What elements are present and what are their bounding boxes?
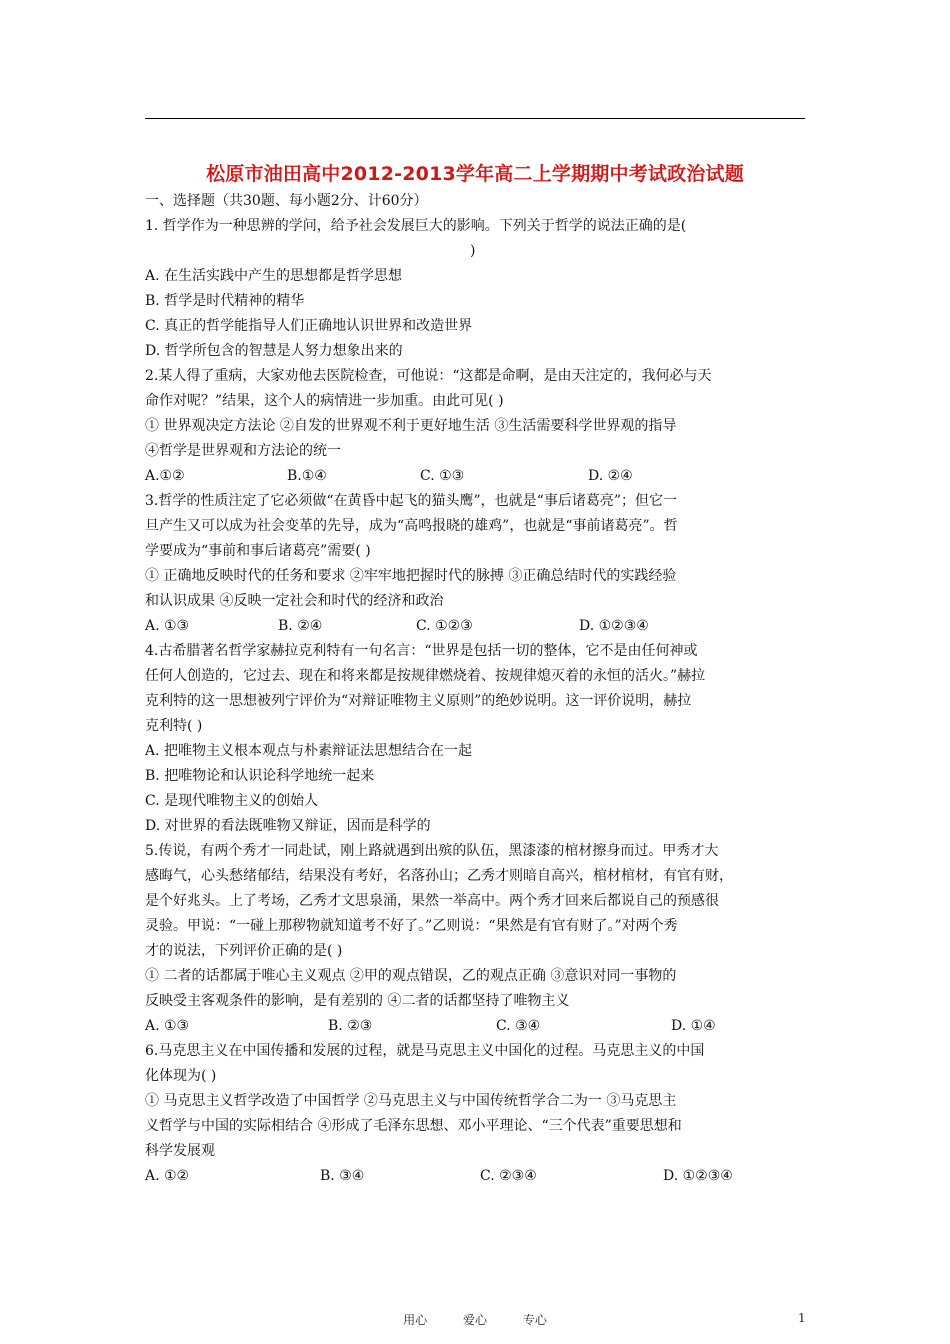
question-5-stem-cont: 感晦气，心头愁绪郁结，结果没有考好，名落孙山；乙秀才则暗自高兴，棺材棺材，有官有财， — [145, 868, 733, 884]
question-5-option-b: B. ②③ — [328, 1018, 373, 1034]
question-5-stem: 5.传说，有两个秀才一同赴试，刚上路就遇到出殡的队伍，黑漆漆的棺材擦身而过。甲秀才大 — [145, 843, 719, 859]
question-5-items: ① 二者的话都属于唯心主义观点 ②甲的观点错误，乙的观点正确 ③意识对同一事物的 — [145, 968, 677, 984]
question-2-stem-cont: 命作对呢？”结果，这个人的病情进一步加重。由此可见( ) — [145, 393, 504, 409]
question-1-option-c: C. 真正的哲学能指导人们正确地认识世界和改造世界 — [145, 318, 473, 334]
question-4-option-b: B. 把唯物论和认识论科学地统一起来 — [145, 768, 375, 784]
question-2-option-d: D. ②④ — [588, 468, 633, 484]
question-2-option-c: C. ①③ — [420, 468, 465, 484]
question-5-stem-cont-3: 灵验。甲说：“一碰上那秽物就知道考不好了。”乙则说：“果然是有官有财了。”对两个秀 — [145, 918, 678, 934]
question-2-items: ① 世界观决定方法论 ②自发的世界观不利于更好地生活 ③生活需要科学世界观的指导 — [145, 418, 677, 434]
question-3-option-c: C. ①②③ — [416, 618, 473, 634]
question-6-option-b: B. ③④ — [320, 1168, 365, 1184]
question-6-option-a: A. ①② — [145, 1168, 190, 1184]
question-5-stem-cont-2: 是个好兆头。上了考场，乙秀才文思泉涌，果然一举高中。两个秀才回来后都说自己的预感很 — [145, 893, 719, 909]
question-4-option-a: A. 把唯物主义根本观点与朴素辩证法思想结合在一起 — [145, 743, 473, 759]
question-3-stem-end: 学要成为“事前和事后诸葛亮”需要( ) — [145, 543, 371, 559]
question-2-options — [145, 464, 807, 489]
question-2-stem: 2.某人得了重病，大家劝他去医院检查，可他说：“这都是命啊，是由天注定的，我何必与天 — [145, 368, 712, 384]
question-4-stem-cont: 任何人创造的，它过去、现在和将来都是按规律燃烧着、按规律熄灭着的永恒的活火。”赫拉 — [145, 668, 706, 684]
question-4-option-d: D. 对世界的看法既唯物又辩证，因而是科学的 — [145, 818, 431, 834]
question-4-stem-cont-2: 克利特的这一思想被列宁评价为“对辩证唯物主义原则”的绝妙说明。这一评价说明，赫拉 — [145, 693, 692, 709]
question-5-options — [145, 1014, 807, 1039]
page-number: 1 — [798, 1311, 806, 1325]
question-6-items-end: 科学发展观 — [145, 1143, 215, 1159]
question-3-items-cont: 和认识成果 ④反映一定社会和时代的经济和政治 — [145, 593, 444, 609]
footer-word-2: 爱心 — [462, 1313, 487, 1327]
question-1-option-b: B. 哲学是时代精神的精华 — [145, 293, 305, 309]
question-5-items-cont: 反映受主客观条件的影响，是有差别的 ④二者的话都坚持了唯物主义 — [145, 993, 570, 1009]
page-title: 松原市油田高中2012-2013学年高二上学期期中考试政治试题 — [206, 163, 744, 185]
question-4-option-c: C. 是现代唯物主义的创始人 — [145, 793, 319, 809]
question-3-items: ① 正确地反映时代的任务和要求 ②牢牢地把握时代的脉搏 ③正确总结时代的实践经验 — [145, 568, 677, 584]
footer-word-3: 专心 — [522, 1313, 547, 1327]
footer-motto — [0, 1311, 950, 1328]
question-3-option-a: A. ①③ — [145, 618, 190, 634]
question-5-option-d: D. ①④ — [671, 1018, 716, 1034]
question-4-stem-end: 克利特( ) — [145, 718, 203, 734]
section-heading: 一、选择题（共30题、每小题2分、计60分） — [145, 193, 428, 209]
question-6-items-cont: 义哲学与中国的实际相结合 ④形成了毛泽东思想、邓小平理论、“三个代表”重要思想和 — [145, 1118, 682, 1134]
question-1-option-a: A. 在生活实践中产生的思想都是哲学思想 — [145, 268, 403, 284]
question-2-option-b: B.①④ — [287, 468, 327, 484]
question-6-stem: 6.马克思主义在中国传播和发展的过程，就是马克思主义中国化的过程。马克思主义的中国 — [145, 1043, 705, 1059]
question-3-option-d: D. ①②③④ — [579, 618, 649, 634]
question-6-option-c: C. ②③④ — [480, 1168, 537, 1184]
question-5-stem-end: 才的说法，下列评价正确的是( ) — [145, 943, 343, 959]
question-1-stem-end: ) — [470, 243, 476, 259]
question-5-option-c: C. ③④ — [496, 1018, 541, 1034]
footer-word-1: 用心 — [403, 1313, 428, 1327]
question-1-option-d: D. 哲学所包含的智慧是人努力想象出来的 — [145, 343, 403, 359]
question-2-items-cont: ④哲学是世界观和方法论的统一 — [145, 443, 341, 459]
header-rule — [145, 118, 805, 119]
question-3-stem-cont: 旦产生又可以成为社会变革的先导，成为“高鸣报晓的雄鸡”，也就是“事前诸葛亮”。哲 — [145, 518, 678, 534]
question-6-options — [145, 1164, 807, 1189]
question-6-items: ① 马克思主义哲学改造了中国哲学 ②马克思主义与中国传统哲学合二为一 ③马克思主 — [145, 1093, 677, 1109]
question-2-option-a: A.①② — [145, 468, 185, 484]
question-4-stem: 4.古希腊著名哲学家赫拉克利特有一句名言：“世界是包括一切的整体，它不是由任何神或 — [145, 643, 698, 659]
question-1-stem: 1. 哲学作为一种思辨的学问，给予社会发展巨大的影响。下列关于哲学的说法正确的是( — [145, 218, 687, 234]
question-6-option-d: D. ①②③④ — [663, 1168, 733, 1184]
question-3-option-b: B. ②④ — [278, 618, 323, 634]
question-3-stem: 3.哲学的性质注定了它必须做“在黄昏中起飞的猫头鹰”，也就是“事后诸葛亮”；但它一 — [145, 493, 677, 509]
question-3-options — [145, 614, 807, 639]
question-5-option-a: A. ①③ — [145, 1018, 190, 1034]
exam-content — [145, 189, 807, 1189]
question-6-stem-end: 化体现为( ) — [145, 1068, 217, 1084]
